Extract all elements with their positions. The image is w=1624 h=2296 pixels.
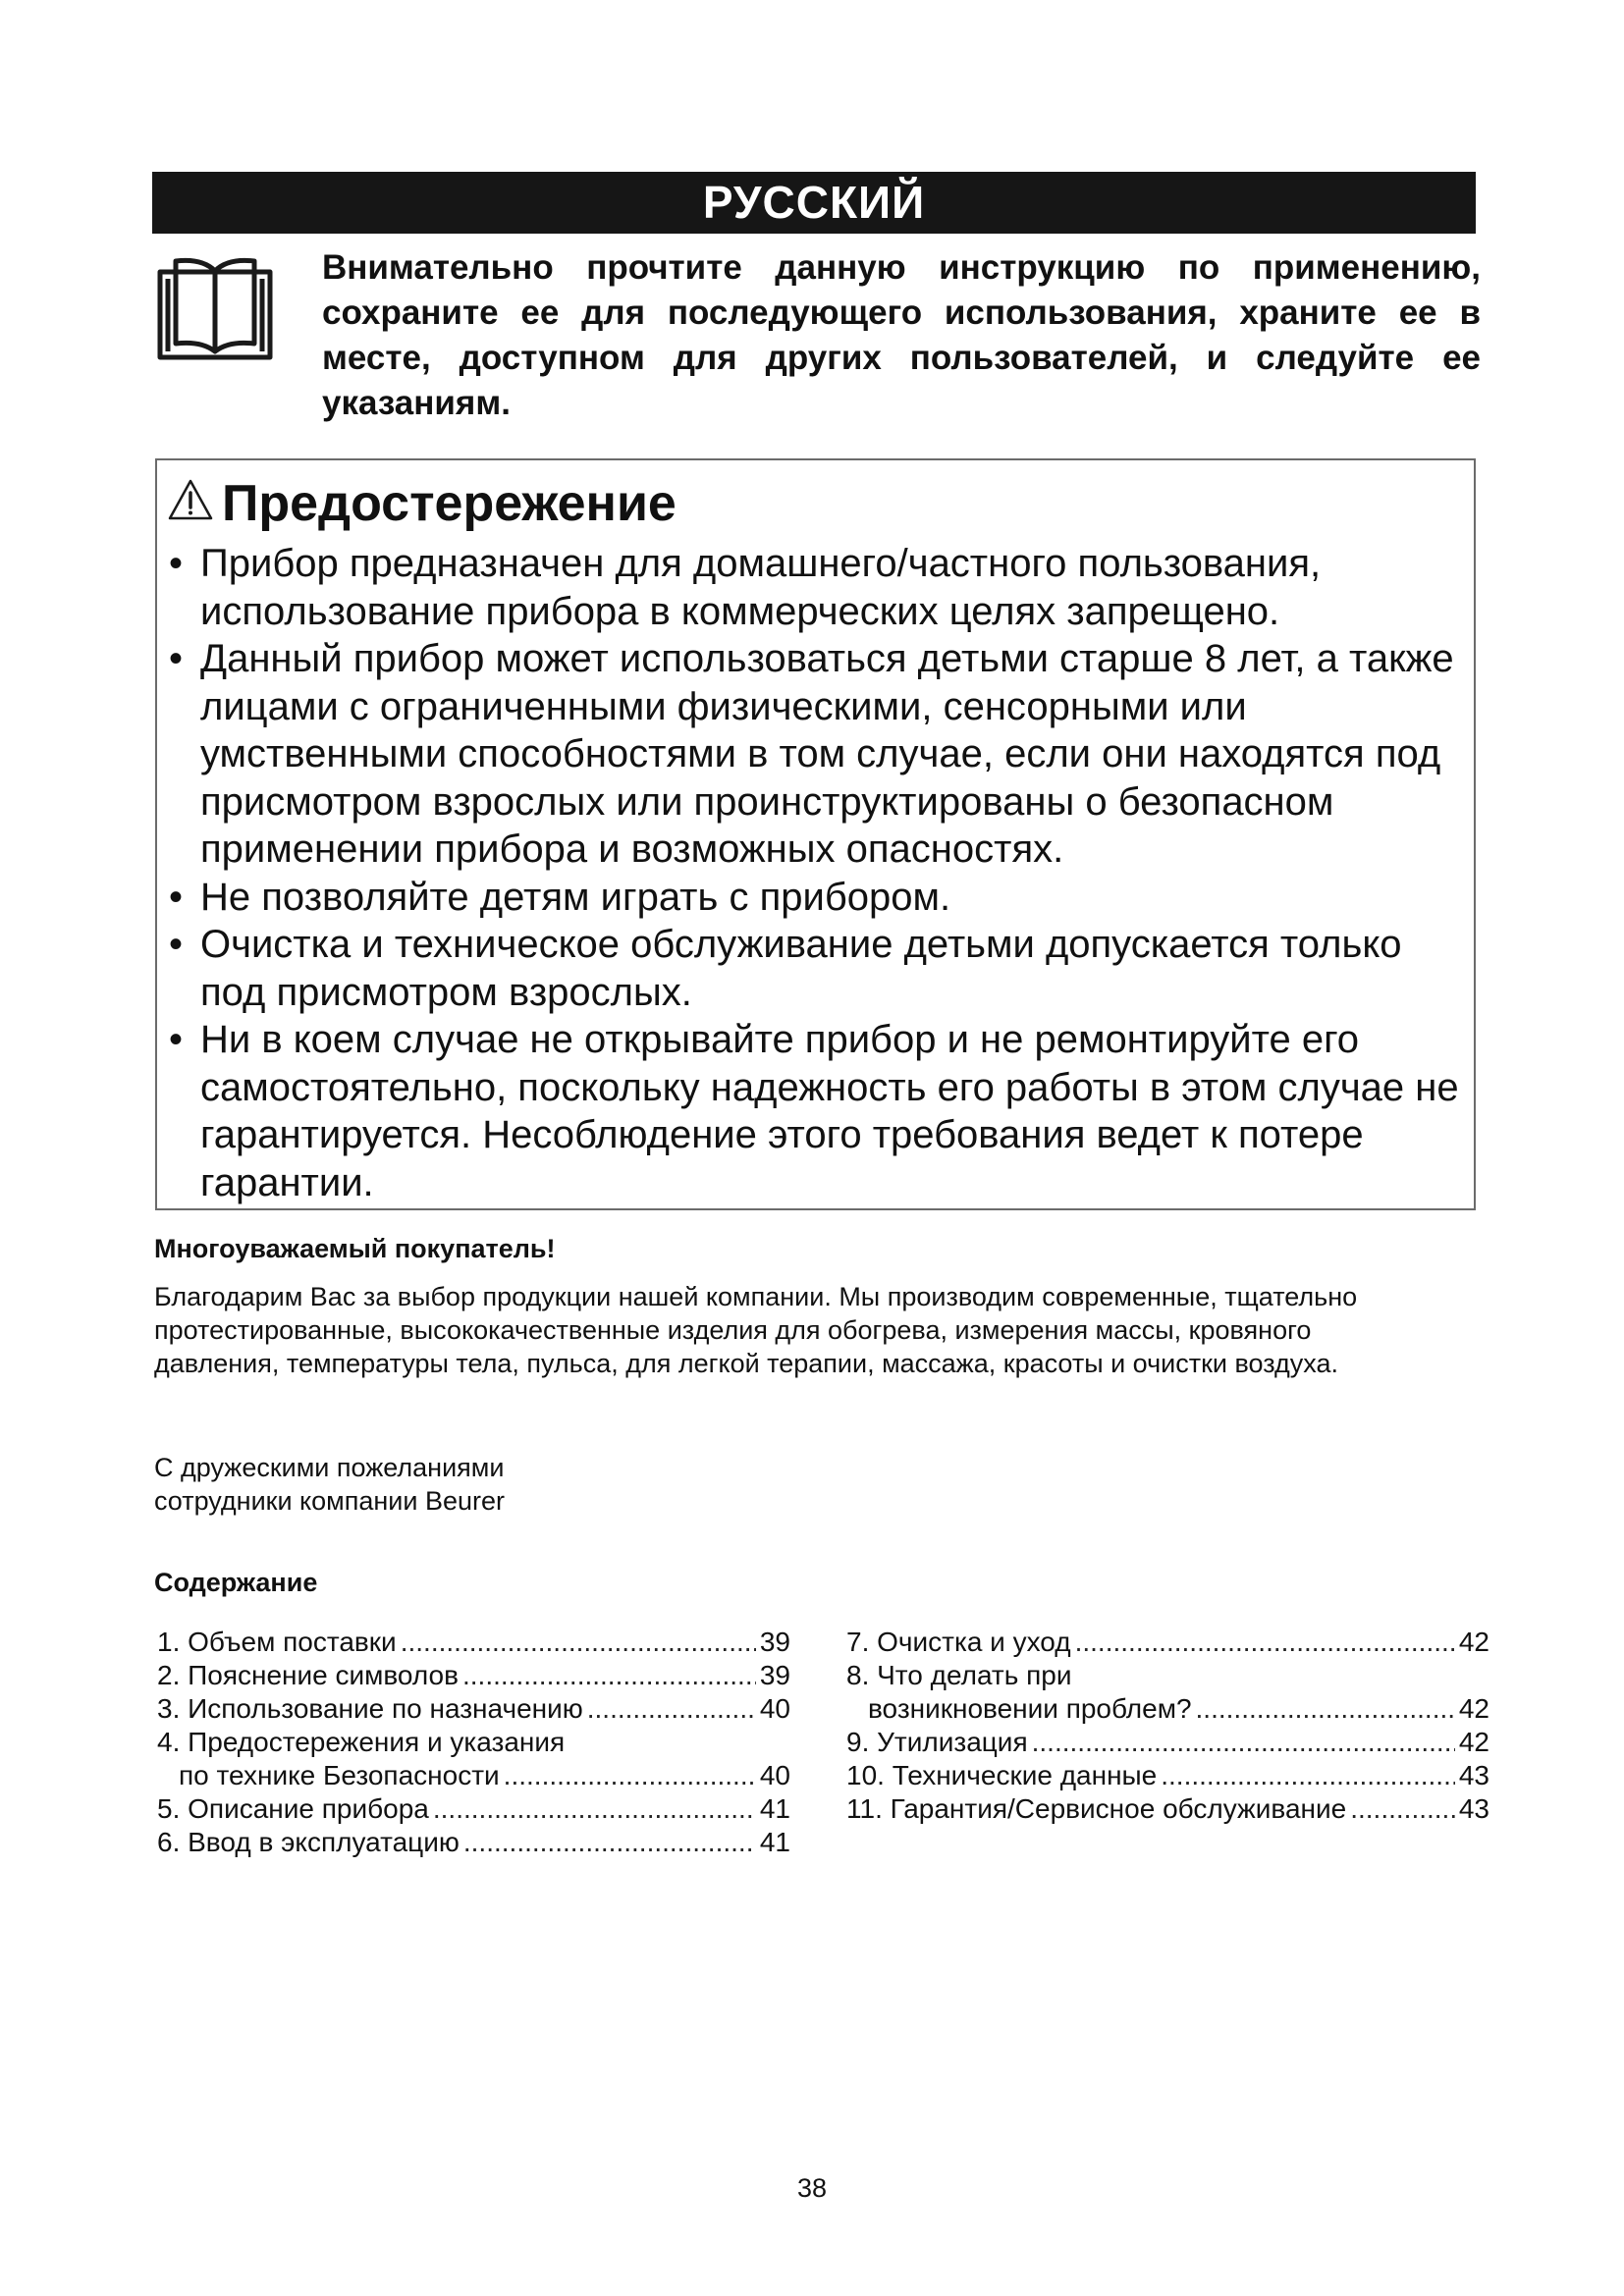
toc-entry	[846, 1759, 1489, 1792]
signoff	[154, 1451, 505, 1518]
warning-item: • Прибор предназначен для домашнего/частного пользования, использование прибора в коммерческих целях запрещено.	[169, 540, 1465, 635]
toc-page: 43	[1458, 1760, 1489, 1790]
toc-entry	[157, 1826, 790, 1859]
toc-label: 10. Технические данные	[846, 1760, 1158, 1790]
toc-entry	[846, 1626, 1489, 1659]
toc-page: 40	[759, 1760, 790, 1790]
toc-label: 2. Пояснение символов	[157, 1660, 459, 1690]
book-icon	[157, 257, 273, 360]
warning-item: • Очистка и техническое обслуживание детьми допускается только под присмотром взрослых.	[169, 921, 1465, 1016]
toc-label: 9. Утилизация	[846, 1727, 1028, 1757]
toc-entry	[157, 1792, 790, 1826]
toc-label: 3. Использование по назначению	[157, 1693, 583, 1724]
language-header: РУССКИЙ	[152, 172, 1476, 234]
warning-item: • Данный прибор может использоваться детьми старше 8 лет, а также лицами с ограниченными физическими, сенсорными или умственными способностями в том случае, если они находятся под присмотром взрослых или проинструктированы о безопасном применении прибора и возможных опасностях.	[169, 635, 1465, 874]
toc-page: 42	[1458, 1627, 1489, 1657]
toc-leader	[462, 1659, 756, 1692]
toc-label: 1. Объем поставки	[157, 1627, 397, 1657]
toc-leader	[587, 1692, 756, 1726]
toc-label: 8. Что делать при	[846, 1660, 1072, 1690]
toc-leader	[1350, 1792, 1455, 1826]
toc-entry	[846, 1726, 1489, 1759]
toc-leader	[1032, 1726, 1455, 1759]
toc-leader	[504, 1759, 756, 1792]
toc-label-continued: по технике Безопасности	[179, 1760, 500, 1790]
toc-label: 4. Предостережения и указания	[157, 1727, 566, 1757]
warning-title: Предостережение	[222, 475, 677, 532]
toc-label: 5. Описание прибора	[157, 1793, 429, 1824]
signoff-line: сотрудники компании Beurer	[154, 1486, 505, 1516]
toc-label: 6. Ввод в эксплуатацию	[157, 1827, 460, 1857]
page-number: 38	[796, 2173, 828, 2203]
toc-leader	[401, 1626, 756, 1659]
warning-title-row	[167, 469, 677, 538]
toc-entry	[846, 1792, 1489, 1826]
toc-page: 40	[759, 1693, 790, 1724]
toc-leader	[1075, 1626, 1455, 1659]
toc-leader	[433, 1792, 756, 1826]
warning-item: • Не позволяйте детям играть с прибором.	[169, 874, 1465, 922]
toc-page: 41	[759, 1827, 790, 1857]
toc-page: 42	[1458, 1727, 1489, 1757]
toc-entry	[157, 1692, 790, 1726]
intro-paragraph: Благодарим Вас за выбор продукции нашей компании. Мы производим современные, тщательно протестированные, высококачественные изделия для обогрева, измерения массы, кровяного давления, температуры тела, пульса, для легкой терапии, массажа, красоты и очистки воздуха.	[154, 1282, 1358, 1378]
toc-page: 42	[1458, 1693, 1489, 1724]
toc-page: 41	[759, 1793, 790, 1824]
toc-label-continued: возникновении проблем?	[868, 1693, 1192, 1724]
toc-label: 11. Гарантия/Сервисное обслуживание	[846, 1793, 1347, 1824]
toc-page: 43	[1458, 1793, 1489, 1824]
toc-entry	[157, 1726, 790, 1792]
warning-item: • Ни в коем случае не открывайте прибор и не ремонтируйте его самостоятельно, поскольку надежность его работы в этом случае не гарантируется. Несоблюдение этого требования ведет к потере гарантии.	[169, 1016, 1465, 1206]
toc-leader	[1196, 1692, 1455, 1726]
read-instructions-notice: Внимательно прочтите данную инструкцию по применению, сохраните ее для последующего использования, храните ее в месте, доступном для других пользователей, и следуйте ее указаниям.	[322, 248, 1481, 422]
toc-right-column	[846, 1626, 1489, 1826]
toc-leader	[1161, 1759, 1455, 1792]
greeting-heading: Многоуважаемый покупатель!	[154, 1234, 556, 1263]
toc-label: 7. Очистка и уход	[846, 1627, 1071, 1657]
toc-page: 39	[759, 1627, 790, 1657]
warning-list	[169, 540, 1465, 1206]
contents-heading: Содержание	[154, 1568, 318, 1597]
toc-entry	[157, 1659, 790, 1692]
signoff-line: С дружескими пожеланиями	[154, 1453, 505, 1482]
toc-left-column	[157, 1626, 790, 1859]
toc-entry	[157, 1626, 790, 1659]
toc-page: 39	[759, 1660, 790, 1690]
warning-triangle-icon	[167, 478, 214, 521]
toc-entry	[846, 1659, 1489, 1726]
toc-leader	[463, 1826, 756, 1859]
